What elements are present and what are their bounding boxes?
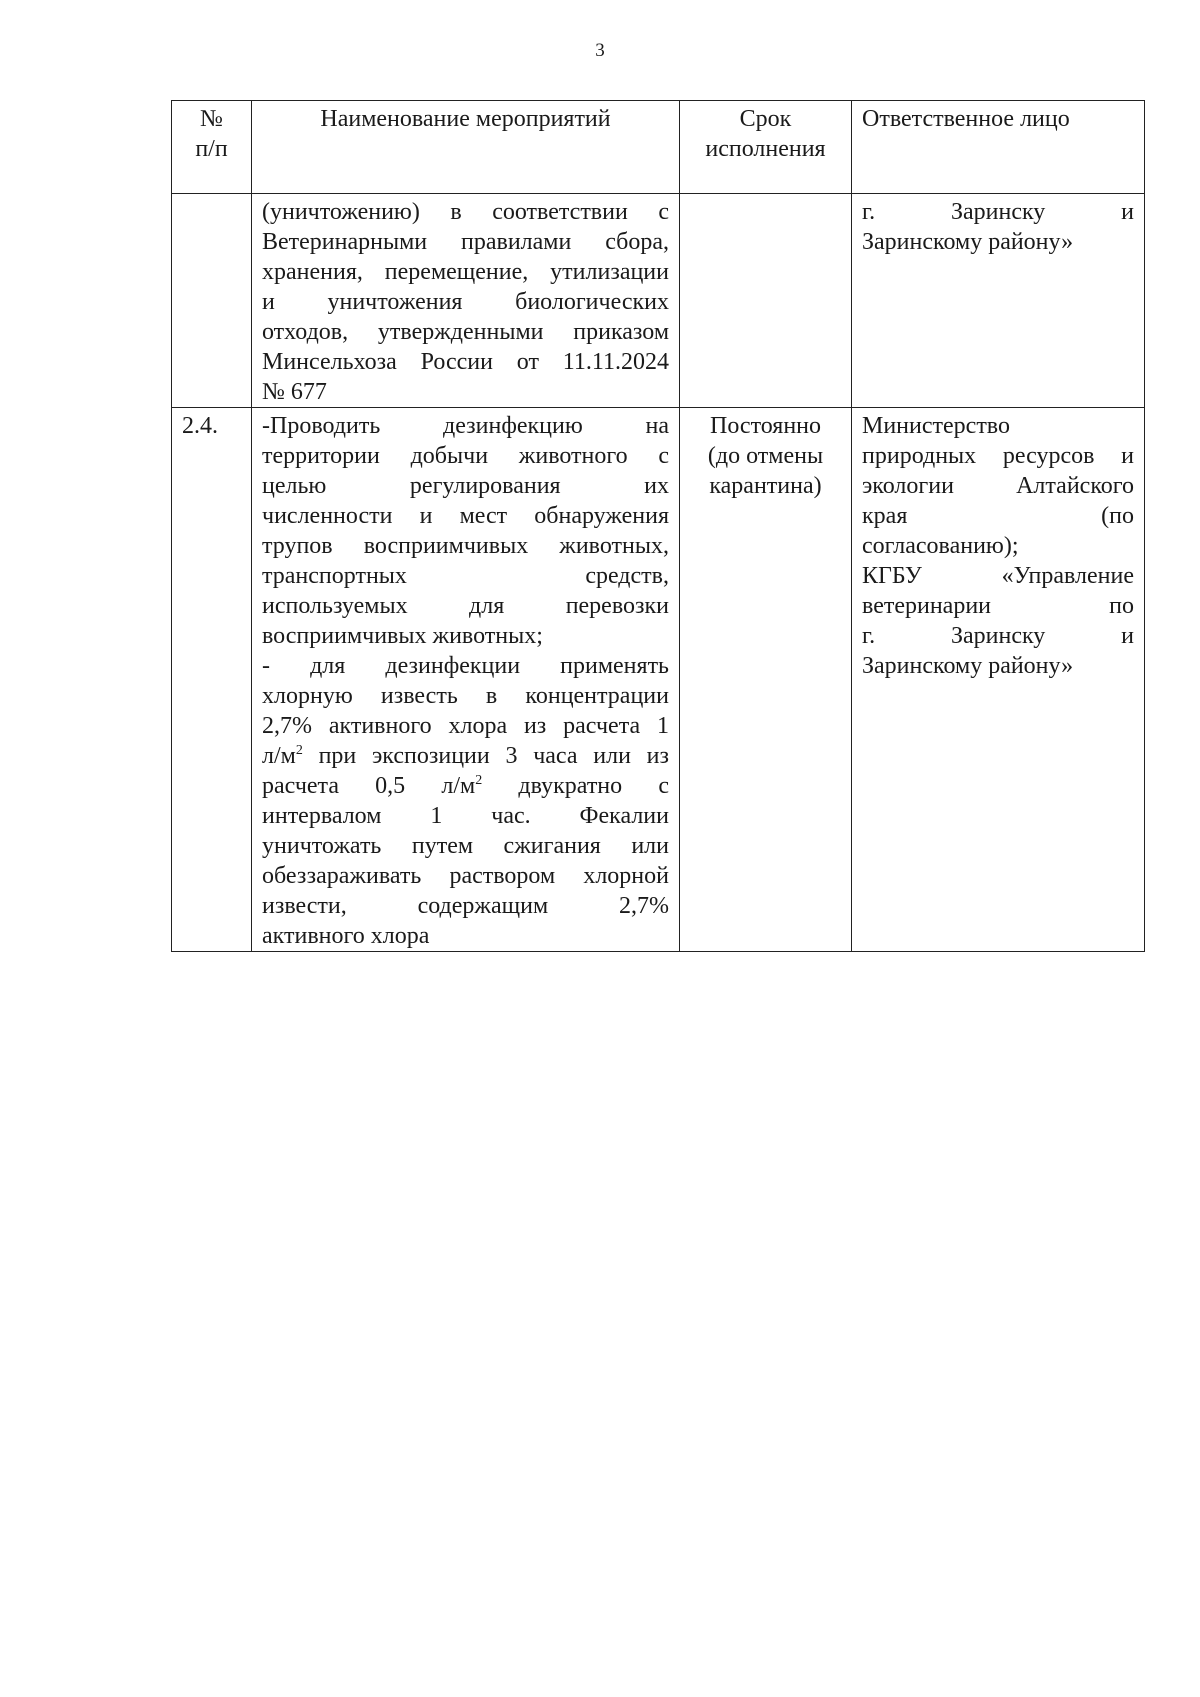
text-line: края (по (862, 503, 1134, 529)
text-line: отходов, утвержденными приказом (262, 319, 669, 345)
text-line-with-superscript (262, 771, 669, 801)
text-line: Заринскому району» (862, 653, 1074, 679)
text-fragment: двукратно с (482, 773, 669, 799)
text-line: транспортных средств, (262, 563, 669, 589)
text-line: хранения, перемещение, утилизации (262, 259, 669, 285)
text-line: -Проводить дезинфекцию на (262, 413, 669, 439)
row-deadline-cell (680, 194, 852, 408)
text-line: уничтожать путем сжигания или (262, 833, 669, 859)
row-number-cell (172, 194, 252, 408)
row-responsible-cell (852, 194, 1145, 408)
text-line: согласованию); (862, 533, 1019, 559)
row-measures-cell (252, 408, 680, 952)
header-number-symbol: № (200, 106, 223, 132)
row-responsible-cell (852, 408, 1145, 952)
text-line: экологии Алтайского (862, 473, 1134, 499)
row-measures-cell (252, 194, 680, 408)
table-header-row (172, 101, 1145, 194)
text-line: целью регулирования их (262, 473, 669, 499)
measures-table (171, 100, 1145, 952)
table-row (172, 408, 1145, 952)
text-line: и уничтожения биологических (262, 289, 669, 315)
text-line: интервалом 1 час. Фекалии (262, 803, 669, 829)
header-number-abbr: п/п (195, 136, 228, 162)
table-row (172, 194, 1145, 408)
text-line: - для дезинфекции применять (262, 653, 669, 679)
text-line: территории добычи животного с (262, 443, 669, 469)
text-line: № 677 (262, 379, 327, 405)
text-line: ветеринарии по (862, 593, 1134, 619)
text-line: активного хлора (262, 923, 430, 949)
text-line: трупов восприимчивых животных, (262, 533, 669, 559)
superscript: 2 (475, 773, 483, 788)
header-measures: Наименование мероприятий (252, 101, 680, 194)
text-fragment: расчета 0,5 л/м (262, 773, 476, 799)
text-line: (уничтожению) в соответствии с (262, 199, 669, 225)
text-line: используемых для перевозки (262, 593, 669, 619)
text-line: Минсельхоза России от 11.11.2024 (262, 349, 669, 375)
row-number-cell: 2.4. (172, 408, 252, 952)
superscript: 2 (295, 743, 303, 758)
text-line: Ветеринарными правилами сбора, (262, 229, 669, 255)
row-deadline-cell (680, 408, 852, 952)
text-line: обеззараживать раствором хлорной (262, 863, 669, 889)
text-line-with-superscript (262, 741, 669, 771)
text-line: Постоянно (709, 413, 822, 439)
header-deadline-line1: Срок (739, 106, 792, 132)
text-line: природных ресурсов и (862, 443, 1134, 469)
header-responsible: Ответственное лицо (852, 101, 1145, 194)
text-line: 2,7% активного хлора из расчета 1 (262, 713, 669, 739)
text-line: восприимчивых животных; (262, 623, 543, 649)
text-line: хлорную известь в концентрации (262, 683, 669, 709)
header-deadline (680, 101, 852, 194)
header-number (172, 101, 252, 194)
text-line: численности и мест обнаружения (262, 503, 669, 529)
text-line: Заринскому району» (862, 229, 1074, 255)
text-line: г. Заринску и (862, 199, 1134, 225)
text-fragment: л/м (262, 743, 296, 769)
header-deadline-line2: исполнения (705, 136, 826, 162)
page-number: 3 (595, 40, 605, 61)
text-line: Министерство (862, 413, 1010, 439)
text-line: карантина) (709, 473, 822, 499)
text-line: (до отмены (707, 443, 824, 469)
text-line: извести, содержащим 2,7% (262, 893, 669, 919)
text-line: г. Заринску и (862, 623, 1134, 649)
text-line: КГБУ «Управление (862, 563, 1134, 589)
text-fragment: при экспозиции 3 часа или из (302, 743, 669, 769)
